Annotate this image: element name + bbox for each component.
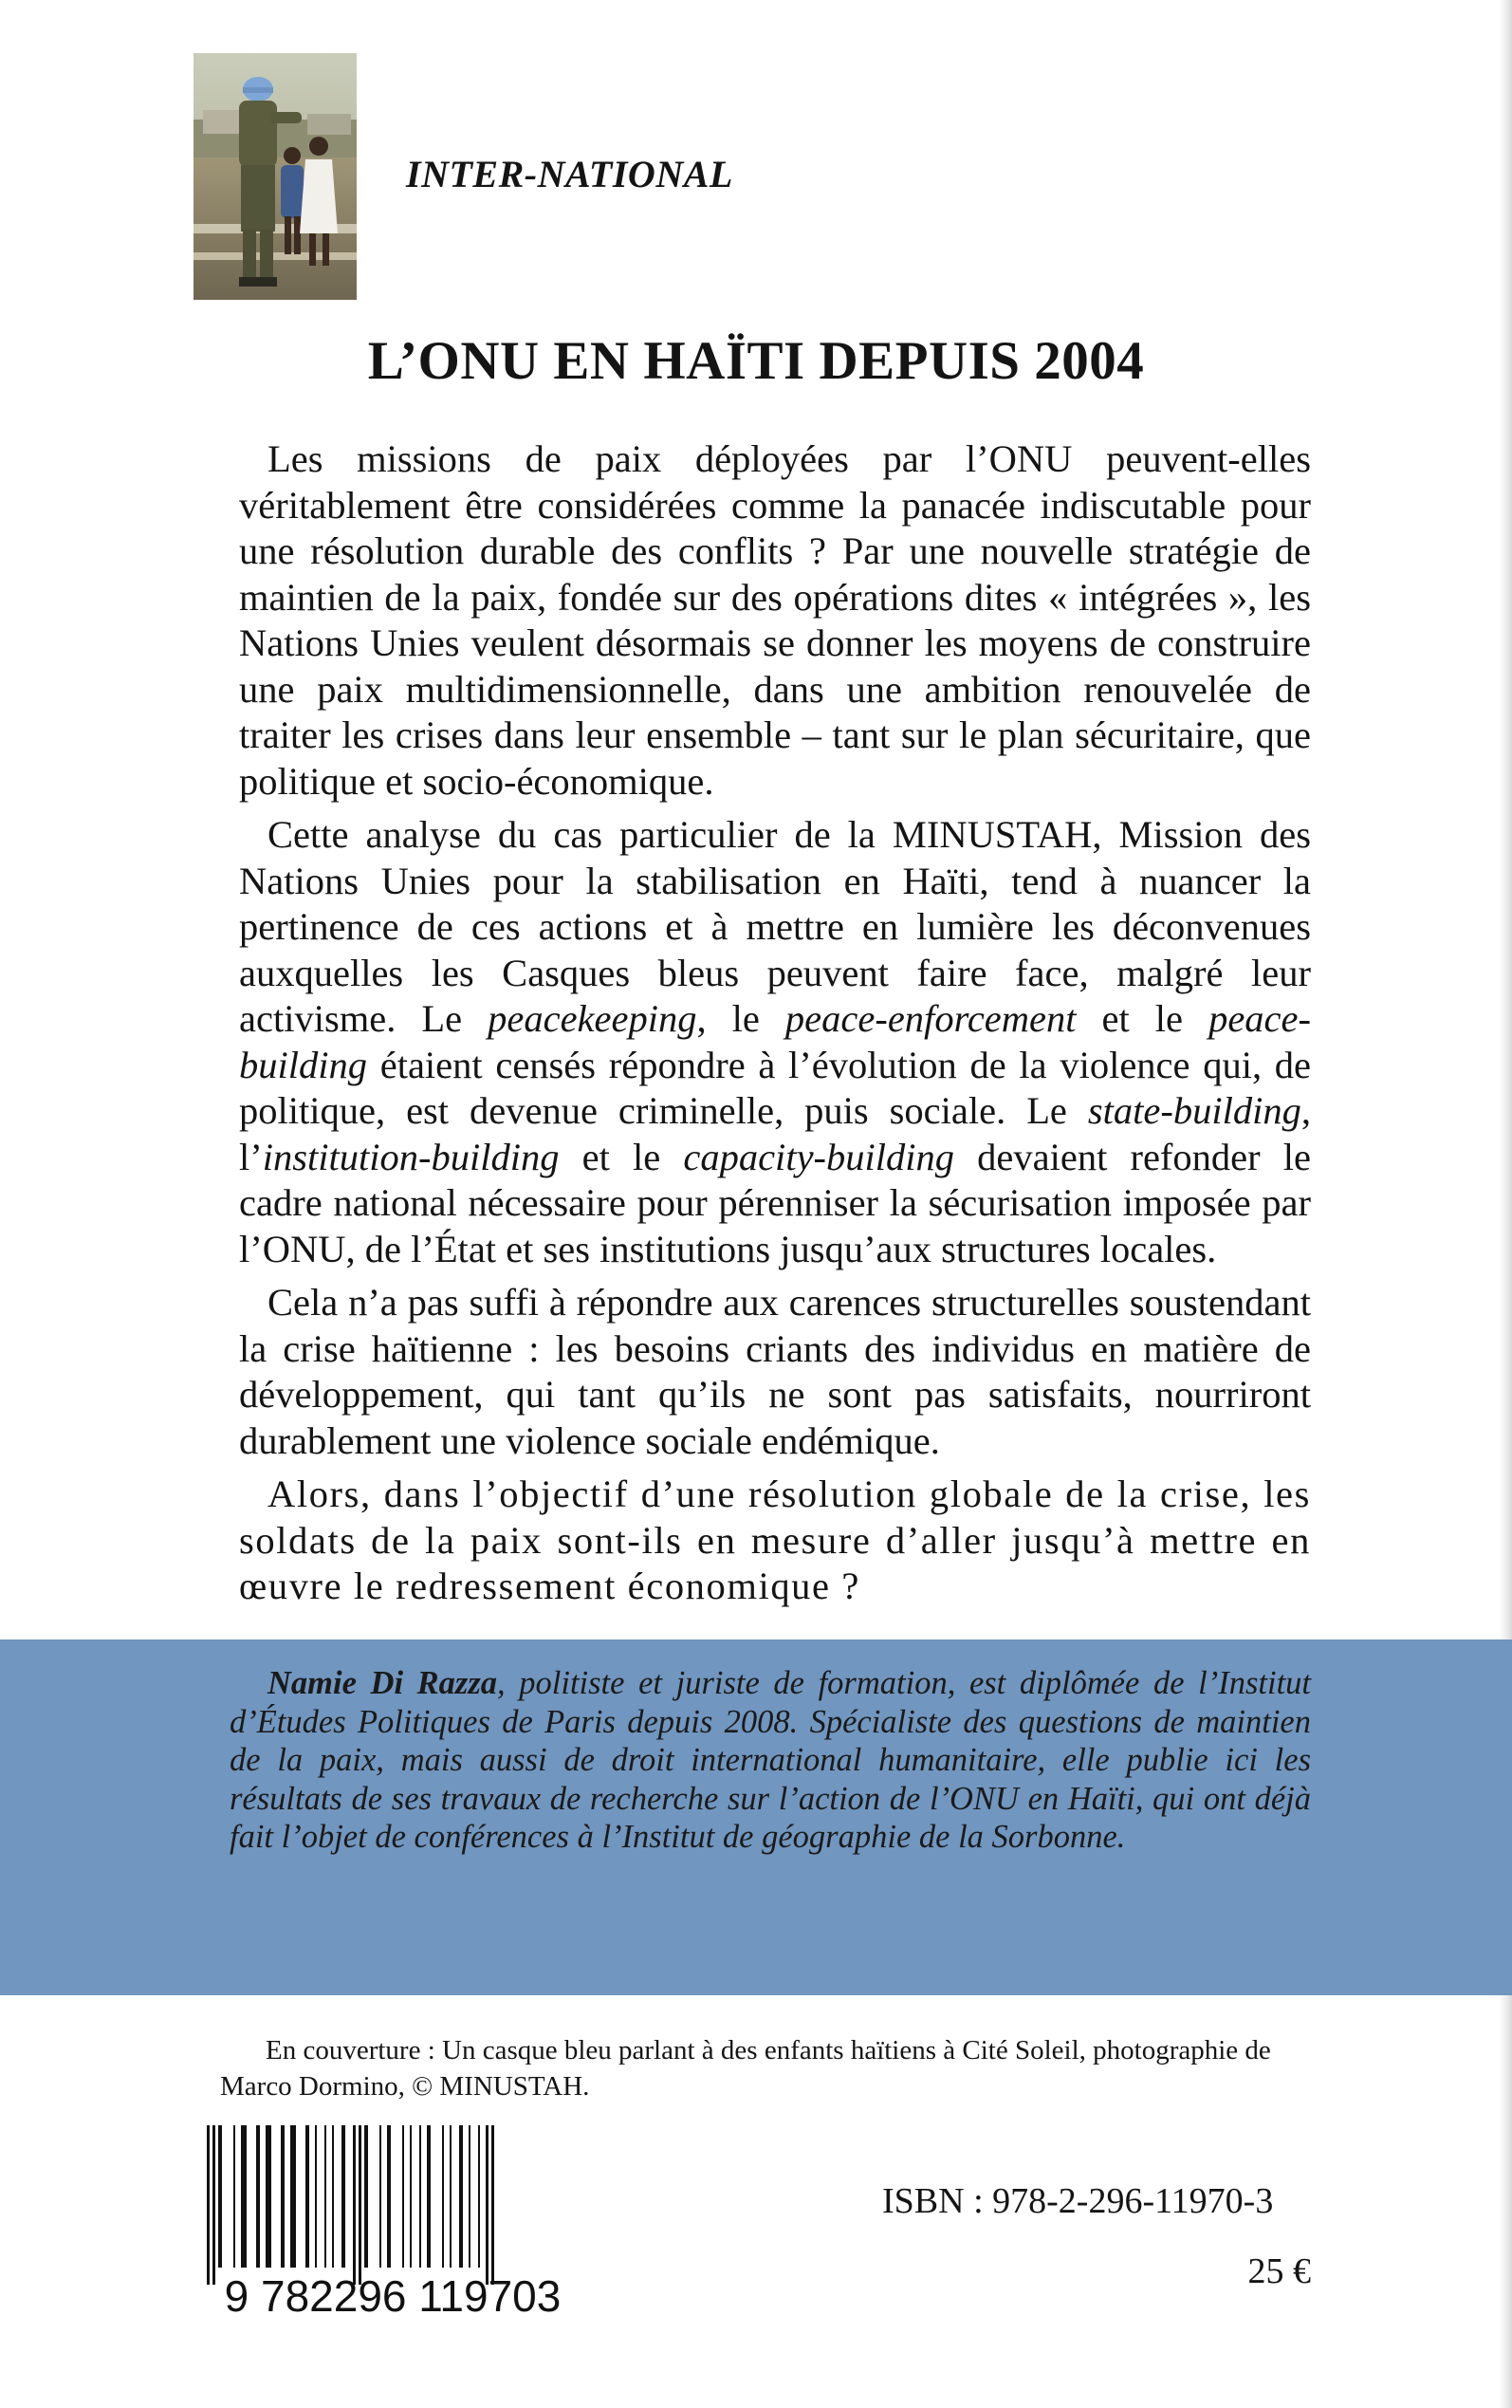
text-run: Cela n’a pas suffi à répondre aux carences structurelles soustendant la crise haïtienne : les besoins criants des individus en matière de développement, qui tant qu’ils ne sont pas satisfaits, nourriront durablement une violence sociale endémique. — [239, 1281, 1311, 1462]
barcode-bar — [359, 2125, 361, 2285]
summary-paragraph-1 — [239, 436, 1311, 805]
italic-term: peace-enforcement — [784, 997, 1077, 1040]
author-bio — [230, 1664, 1311, 1857]
summary-text — [239, 436, 1311, 1618]
author-name: Namie Di Razza — [267, 1665, 498, 1701]
barcode-bar — [442, 2125, 444, 2268]
barcode-bar — [491, 2125, 494, 2285]
italic-term: institution-building — [262, 1135, 560, 1178]
barcode-bar — [402, 2125, 404, 2268]
barcode-bar — [266, 2125, 271, 2268]
barcode-bar — [459, 2125, 463, 2268]
barcode-bar — [419, 2125, 421, 2268]
barcode-bar — [305, 2125, 309, 2268]
barcode-bar — [427, 2125, 431, 2268]
barcode-bar — [324, 2125, 326, 2268]
barcode-bar — [281, 2125, 285, 2268]
barcode-bars — [192, 2125, 594, 2317]
summary-paragraph-2 — [239, 812, 1311, 1272]
summary-paragraph-3 — [239, 1280, 1311, 1464]
italic-term: peace-building — [239, 997, 1311, 1086]
barcode-bar — [212, 2125, 215, 2285]
barcode-bar — [410, 2125, 412, 2268]
barcode-bar — [290, 2125, 296, 2268]
barcode-bar — [387, 2125, 391, 2268]
barcode-bar — [241, 2125, 247, 2268]
barcode-bar — [478, 2125, 480, 2268]
barcode-bar — [486, 2125, 489, 2285]
author-bio-text: , politiste et juriste de formation, est diplômée de l’Institut d’Études Politiques de Paris depuis 2008. Spécialiste des questions de maintien de la paix, mais aussi de droit international humanitaire, elle publie ici les résultats de ses travaux de recherche sur l’action de l’ONU en Haïti, qui ont déjà fait l’objet de conférences à l’Institut de géographie de la Sorbonne. — [230, 1665, 1312, 1855]
barcode-bar — [469, 2125, 470, 2268]
cover-photo-illustration — [194, 53, 357, 300]
text-run: devaient refonder le cadre national nécessaire pour pérenniser la sécurisation imposée par l’ONU, de l’État et ses institutions jusqu’aux structures locales. — [239, 1135, 1311, 1270]
text-run: et le — [559, 1135, 684, 1178]
series-name: INTER-NATIONAL — [406, 153, 733, 195]
barcode-digits: 9 782296 119703 — [224, 2271, 562, 2317]
text-run: Les missions de paix déployées par l’ONU peuvent-elles véritablement être considérées comme la panacée indiscutable pour une résolution durable des conflits ? Par une nouvelle stratégie de maintien de la paix, fondée sur des opérations dites « intégrées », les Nations Unies veulent désormais se donner les moyens de construire une paix multidimensionnelle, dans une ambition renouvelée de traiter les crises dans leur ensemble – tant sur le plan sécuritaire, que politique et socio-économique. — [239, 437, 1311, 803]
summary-paragraph-4 — [239, 1472, 1311, 1610]
barcode-bar — [207, 2125, 210, 2285]
text-run: , l’ — [239, 1089, 1311, 1178]
text-run: Cette analyse du cas particulier de la MINUSTAH, Mission des Nations Unies pour la stabilisation en Haïti, tend à nuancer la pertinence de ces actions et à mettre en lumière les déconvenues auxquelles les Casques bleus peuvent faire face, malgré leur activisme. Le — [239, 813, 1311, 1040]
barcode-bar — [353, 2125, 356, 2285]
barcode-bar — [256, 2125, 260, 2268]
text-run: , le — [696, 997, 785, 1040]
barcode-bar — [233, 2125, 235, 2268]
italic-term: capacity-building — [683, 1135, 955, 1178]
barcode-bar — [315, 2125, 317, 2268]
italic-term: peacekeeping — [488, 997, 697, 1040]
cover-photo — [194, 53, 357, 300]
barcode-bar — [364, 2125, 368, 2268]
isbn: ISBN : 978-2-296-11970-3 — [882, 2181, 1274, 2221]
cover-credit: En couverture : Un casque bleu parlant à des enfants haïtiens à Cité Soleil, photographie de Marco Dormino, © MINUSTAH. — [220, 2035, 1271, 2102]
text-run: et le — [1076, 997, 1209, 1040]
barcode-bar — [341, 2125, 345, 2268]
barcode — [192, 2125, 594, 2317]
text-run: étaient censés répondre à l’évolution de la violence qui, de politique, est devenue criminelle, puis sociale. Le — [239, 1043, 1311, 1132]
barcode-bar — [450, 2125, 452, 2268]
italic-term: state-building — [1087, 1089, 1301, 1132]
barcode-bar — [218, 2125, 222, 2268]
barcode-bar — [332, 2125, 334, 2268]
book-title: L’ONU EN HAÏTI DEPUIS 2004 — [367, 331, 1145, 391]
price: 25 € — [1247, 2251, 1311, 2291]
text-run: Alors, dans l’objectif d’une résolution globale de la crise, les soldats de la paix sont-ils en mesure d’aller jusqu’à mettre en œuvre le redressement économique ? — [239, 1473, 1311, 1607]
barcode-bar — [379, 2125, 381, 2268]
